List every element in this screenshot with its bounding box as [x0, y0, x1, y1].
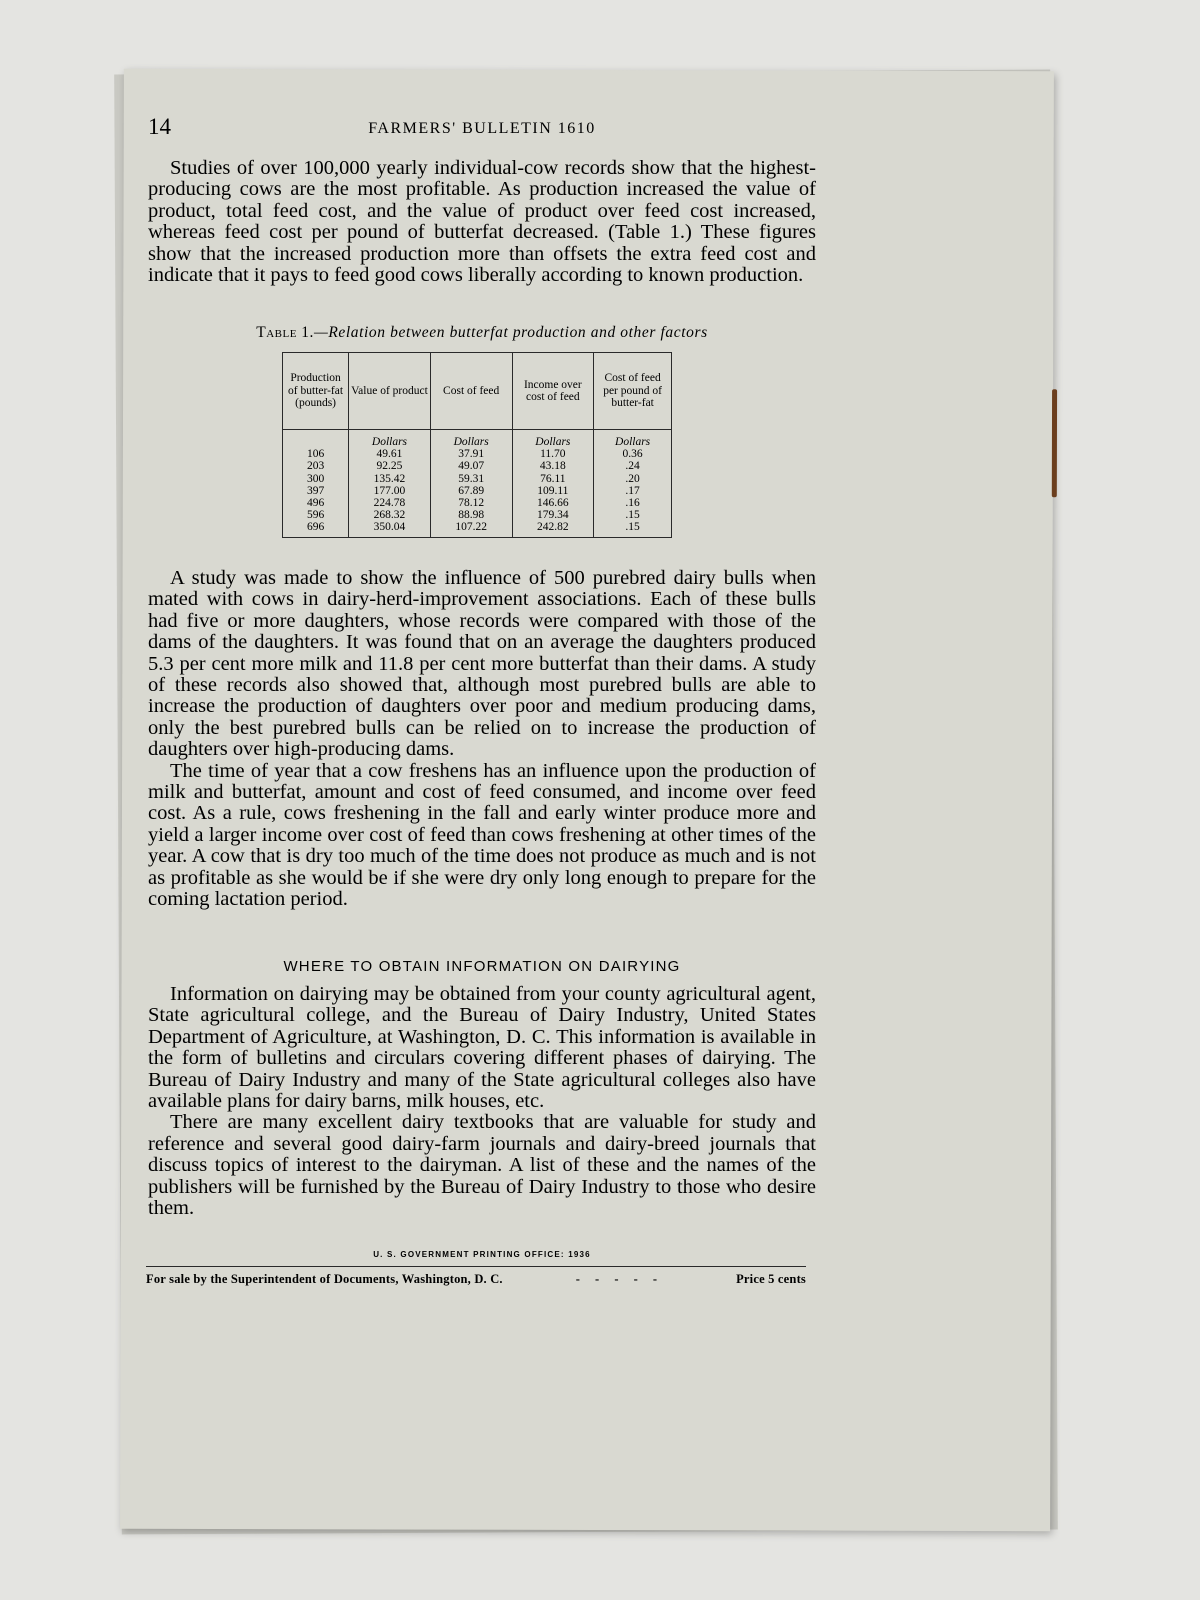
table-row [283, 497, 672, 509]
col-production: Production of butter-fat (pounds) [283, 353, 349, 430]
middle-text-block [148, 568, 816, 911]
table-header-row [283, 353, 672, 430]
sale-notice: For sale by the Superintendent of Documents, Washington, D. C. [146, 1272, 503, 1286]
paragraph-information-sources: Information on dairying may be obtained from your county agricultural agent, State agricultural college, and the Bureau of Dairy Industry, United States Department of Agriculture, at Washington, D. C. This information is available in the form of bulletins and circulars covering different phases of dairying. The Bureau of Dairy Industry and many of the State agricultural colleges also have available plans for dairy barns, milk houses, etc. [148, 983, 816, 1113]
paragraph-feed-studies: Studies of over 100,000 yearly individual-cow records show that the highest-producing cows are the most profitable. As production increased the value of product, total feed cost, and the value of product over feed cost increased, whereas feed cost per pound of butterfat decreased. (Table 1.) These figures show that the increased production more than offsets the extra feed cost and indicate that it pays to feed good cows liberally according to known production. [148, 157, 816, 287]
table-row [283, 473, 672, 485]
col-value-of-product: Value of product [349, 353, 431, 430]
table-units-row [283, 430, 672, 449]
table-cell: 696 [283, 521, 349, 537]
leader-dots: - - - - - [575, 1272, 664, 1286]
table-cell: 350.04 [349, 521, 431, 537]
table-cell: 177.00 [349, 485, 431, 497]
table-cell: 43.18 [512, 460, 594, 472]
table-cell: 268.32 [349, 509, 431, 521]
footer [146, 1272, 806, 1287]
table-cell: 76.11 [512, 473, 594, 485]
table-cell: 496 [283, 497, 349, 509]
section-heading: WHERE TO OBTAIN INFORMATION ON DAIRYING [283, 958, 681, 975]
col-income-over-cost: Income over cost of feed [512, 353, 594, 430]
table-cell: 135.42 [349, 473, 431, 485]
table-cell: 397 [283, 485, 349, 497]
page-number: 14 [148, 114, 171, 139]
table-row [283, 509, 672, 521]
units-cell: Dollars [349, 430, 431, 449]
running-head [148, 114, 816, 148]
final-text-block [148, 984, 816, 1219]
units-cell: Dollars [512, 430, 594, 449]
butterfat-table [282, 352, 672, 538]
units-cell [283, 430, 349, 449]
table-row [283, 485, 672, 497]
table-cell: .24 [594, 460, 672, 472]
table-cell: .16 [594, 497, 672, 509]
table-cell: 596 [283, 509, 349, 521]
units-cell: Dollars [594, 430, 672, 449]
table-cell: 242.82 [512, 521, 594, 537]
table-cell: 78.12 [430, 497, 512, 509]
intro-text-block [148, 158, 816, 286]
paragraph-purebred-bulls: A study was made to show the influence of 500 purebred dairy bulls when mated with cows in dairy-herd-improvement associations. Each of these bulls had five or more daughters, whose records were compared with those of the dams of the daughters. It was found that on an average the daughters produced 5.3 per cent more milk and 11.8 per cent more butterfat than their dams. A study of these records also showed that, although most purebred bulls are able to increase the production of daughters over poor and medium producing dams, only the best purebred bulls can be relied on to increase the production of daughters over high-producing dams. [148, 567, 816, 761]
table-cell: 37.91 [430, 448, 512, 460]
table-title: —Relation between butterfat production and other factors [313, 324, 708, 341]
table-row [283, 448, 672, 460]
table-cell: 300 [283, 473, 349, 485]
units-cell: Dollars [430, 430, 512, 449]
table-cell: .20 [594, 473, 672, 485]
col-cost-per-pound: Cost of feed per pound of butter-fat [594, 353, 672, 430]
table-cell: .15 [594, 509, 672, 521]
table-cell: 224.78 [349, 497, 431, 509]
table-label: Table 1. [256, 324, 314, 341]
table-cell: 0.36 [594, 448, 672, 460]
table-cell: 106 [283, 448, 349, 460]
table-cell: 92.25 [349, 460, 431, 472]
table-caption [148, 324, 816, 342]
footer-rule [146, 1266, 806, 1267]
price-label: Price 5 cents [736, 1272, 806, 1286]
col-cost-of-feed: Cost of feed [430, 353, 512, 430]
table-cell: .15 [594, 521, 672, 537]
table-cell: 49.61 [349, 448, 431, 460]
table-cell: 88.98 [430, 509, 512, 521]
table-row [283, 460, 672, 472]
printer-imprint: U. S. GOVERNMENT PRINTING OFFICE: 1936 [373, 1250, 591, 1259]
table-cell: 67.89 [430, 485, 512, 497]
table-row [283, 521, 672, 537]
table-cell: .17 [594, 485, 672, 497]
table-cell: 109.11 [512, 485, 594, 497]
paragraph-freshening-time: The time of year that a cow freshens has an influence upon the production of milk and butterfat, amount and cost of feed consumed, and income over feed cost. As a rule, cows freshening in the fall and early winter produce more and yield a larger income over cost of feed than cows freshening at other times of the year. A cow that is dry too much of the time does not produce as much and is not as profitable as she would be if she were dry only long enough to prepare for the coming lactation period. [148, 759, 816, 911]
table-cell: 146.66 [512, 497, 594, 509]
table-cell: 203 [283, 460, 349, 472]
staple [1052, 389, 1057, 497]
table-cell: 49.07 [430, 460, 512, 472]
table-cell: 59.31 [430, 473, 512, 485]
bulletin-title: FARMERS' BULLETIN 1610 [368, 120, 596, 137]
table-cell: 11.70 [512, 448, 594, 460]
table-cell: 107.22 [430, 521, 512, 537]
table-cell: 179.34 [512, 509, 594, 521]
paragraph-textbooks: There are many excellent dairy textbooks that are valuable for study and reference and several good dairy-farm journals and dairy-breed journals that discuss topics of interest to the dairyman. A list of these and the names of the publishers will be furnished by the Bureau of Dairy Industry to those who desire them. [148, 1111, 816, 1220]
